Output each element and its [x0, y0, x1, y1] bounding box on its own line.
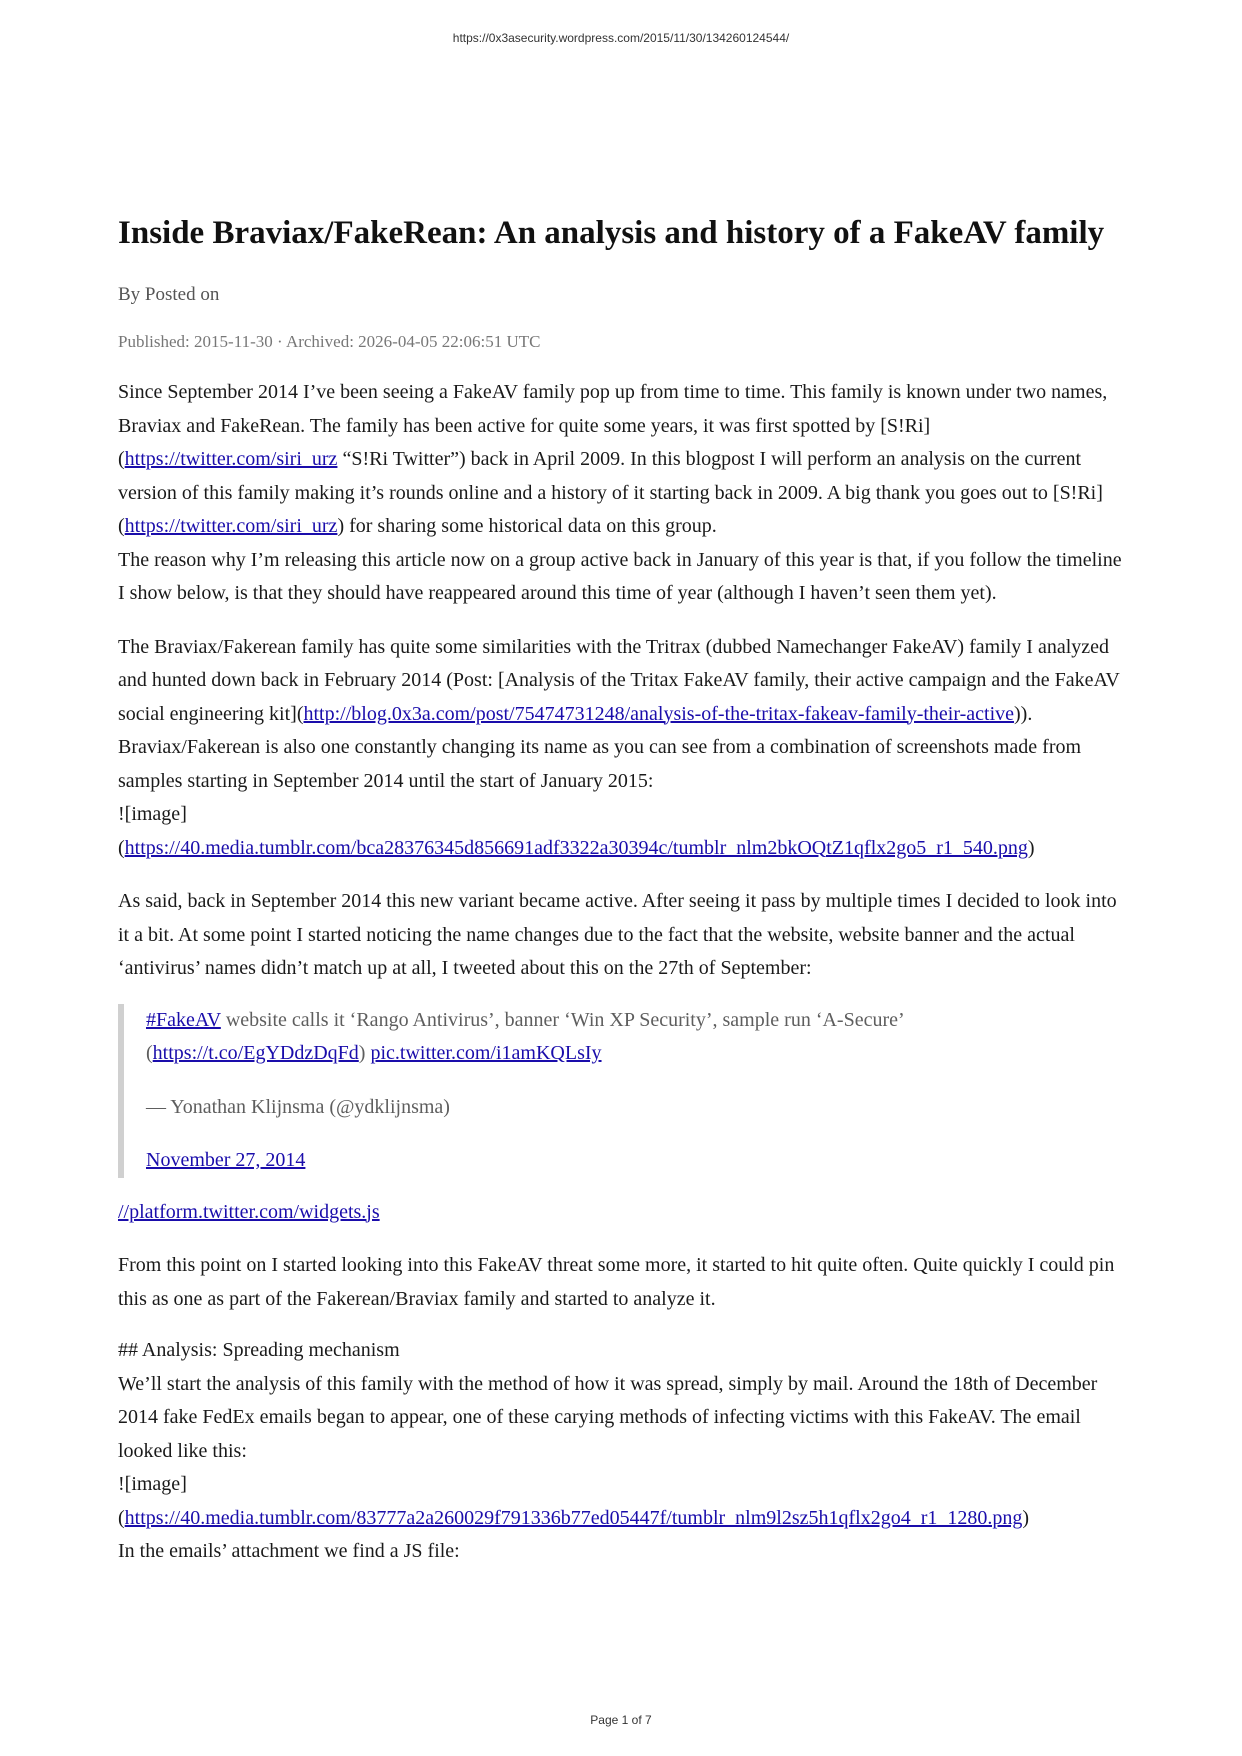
link-pic-twitter[interactable]: pic.twitter.com/i1amKQLsIy — [370, 1042, 602, 1064]
link-twitter-widgets[interactable]: //platform.twitter.com/widgets.js — [118, 1200, 380, 1223]
paragraph-attachment: In the emails’ attachment we find a JS file: — [118, 1540, 460, 1562]
link-siri-twitter-2[interactable]: https://twitter.com/siri_urz — [124, 515, 338, 537]
link-image-screenshots[interactable]: https://40.media.tumblr.com/bca28376345d856691adf3322a30394c/tumblr_nlm2bkOQtZ1qflx2go5_r1_540.png — [124, 836, 1028, 859]
text-run: )). — [1014, 702, 1033, 725]
paren: ) — [358, 1042, 371, 1064]
link-tco[interactable]: https://t.co/EgYDdzDqFd — [152, 1042, 359, 1064]
tweet-text — [146, 1004, 1128, 1071]
link-siri-twitter[interactable]: https://twitter.com/siri_urz — [124, 448, 338, 470]
page-number: Page 1 of 7 — [590, 1713, 652, 1727]
link-tweet-date[interactable]: November 27, 2014 — [146, 1149, 306, 1171]
link-image-email[interactable]: https://40.media.tumblr.com/83777a2a260029f791336b77ed05447f/tumblr_nlm9l2sz5h1qflx2go4_r1_1280.png — [124, 1506, 1023, 1529]
byline: By Posted on — [118, 284, 220, 305]
paren: ( — [118, 836, 125, 859]
paren: ( — [146, 1042, 153, 1064]
paragraph-release-reason: The reason why I’m releasing this article now on a group active back in January of this year is that, if you follow the timeline I show below, is that they should have reappeared around this time of year (although I haven’t seen them yet). — [118, 548, 1122, 604]
text-run: The Braviax/Fakerean family has quite some similarities with the Tritrax (dubbed Namechanger FakeAV) family I analyzed and hunted down back in February 2014 (Post: [Analysis of the Tritax FakeAV family, their active campaign and the FakeAV social engineering kit]( — [118, 635, 1120, 725]
paragraph-spreading: We’ll start the analysis of this family with the method of how it was spread, simply by mail. Around the 18th of December 2014 fake FedEx emails began to appear, one of these carying methods of infecting victims with this FakeAV. The email looked like this: — [118, 1372, 1098, 1462]
text-run: “S!Ri Twitter”) back in April 2009. In this blogpost I will perform an analysis on the current version of this family making it’s rounds online and a history of it starting back in 2009. A big thank you goes out to [S!Ri]( — [118, 448, 1103, 537]
image-link-line-2 — [118, 1502, 1128, 1536]
paragraph-similarities — [118, 631, 1128, 732]
paragraph-intro — [118, 376, 1128, 544]
tweet-blockquote — [118, 1004, 1128, 1178]
image-placeholder-label: ![image] — [118, 803, 187, 825]
paragraph-threat-analysis: From this point on I started looking into this FakeAV threat some more, it started to hit quite often. Quite quickly I could pin this as one as part of the Fakerean/Braviax family and started to analyze it. — [118, 1254, 1115, 1310]
tweet-author: — Yonathan Klijnsma (@ydklijnsma) — [146, 1095, 450, 1118]
image-placeholder-label-2: ![image] — [118, 1473, 187, 1495]
text-run: website calls it ‘Rango Antivirus’, banner ‘Win XP Security’, sample run ‘A-Secure’ — [220, 1008, 905, 1031]
section-heading: ## Analysis: Spreading mechanism — [118, 1339, 400, 1361]
paren: ) — [1022, 1506, 1030, 1529]
image-link-line — [118, 832, 1128, 866]
article-title: Inside Braviax/FakeRean: An analysis and history of a FakeAV family — [118, 215, 1105, 251]
article — [118, 205, 1128, 1569]
paragraph-variant-active: As said, back in September 2014 this new variant became active. After seeing it pass by multiple times I decided to look into it a bit. At some point I started noticing the name changes due to the fact that the website, website banner and the actual ‘antivirus’ names didn’t match up at all, I tweeted about this on the 27th of September: — [118, 890, 1117, 979]
paragraph-name-changes: Braviax/Fakerean is also one constantly changing its name as you can see from a combination of screenshots made from samples starting in September 2014 until the start of January 2015: — [118, 736, 1082, 792]
link-tritax-post[interactable]: http://blog.0x3a.com/post/75474731248/analysis-of-the-tritax-fakeav-family-their-active — [303, 702, 1015, 725]
text-run: Since September 2014 I’ve been seeing a FakeAV family pop up from time to time. This family is known under two names, Braviax and FakeRean. The family has been active for quite some years, it was first spotted by [S!Ri] ( — [118, 381, 1108, 470]
widget-script-line — [118, 1196, 1128, 1230]
paren: ( — [118, 1506, 125, 1529]
link-hashtag-fakeav[interactable]: #FakeAV — [146, 1008, 221, 1031]
publish-meta: Published: 2015-11-30 · Archived: 2026-04-05 22:06:51 UTC — [118, 332, 541, 351]
text-run: ) for sharing some historical data on this group. — [337, 515, 717, 537]
paren: ) — [1027, 836, 1035, 859]
source-url-header: https://0x3asecurity.wordpress.com/2015/11/30/134260124544/ — [452, 31, 790, 45]
tweet-date — [146, 1144, 1128, 1178]
